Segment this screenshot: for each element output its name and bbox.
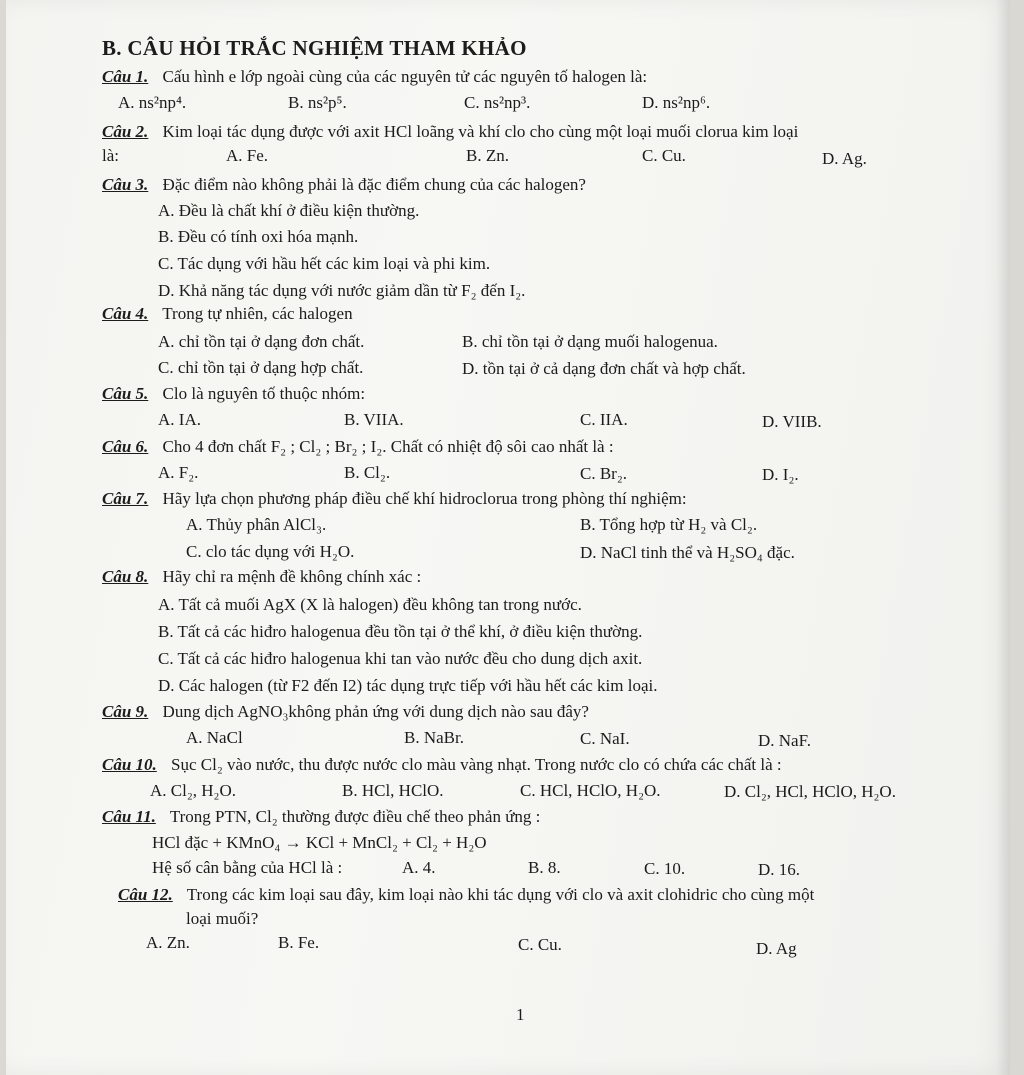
q3-option-b: B. Đều có tính oxi hóa mạnh. (158, 227, 359, 246)
q4-option-c: C. chỉ tồn tại ở dạng hợp chất. (158, 358, 364, 377)
q2-option-a: A. Fe. (226, 146, 269, 165)
question-label: Câu 9. (102, 702, 149, 721)
question-label: Câu 4. (102, 304, 149, 323)
question-text: Kim loại tác dụng được với axit HCl loãng và khí clo cho cùng một loại muối clorua kim loại (162, 122, 799, 141)
q10-option-a: A. Cl₂, H₂O. (150, 781, 236, 800)
question-text: Sục Cl₂ vào nước, thu được nước clo màu vàng nhạt. Trong nước clo có chứa các chất là : (171, 755, 782, 774)
q6-option-b: B. Cl₂. (344, 463, 391, 482)
q2-option-c: C. Cu. (642, 146, 686, 165)
q2-option-d: D. Ag. (822, 149, 867, 168)
question-7 (102, 488, 687, 510)
q9-option-c: C. NaI. (580, 729, 630, 748)
question-label: Câu 1. (102, 67, 149, 86)
q3-option-c: C. Tác dụng với hầu hết các kim loại và phi kim. (158, 254, 491, 273)
q4-option-a: A. chỉ tồn tại ở dạng đơn chất. (158, 332, 365, 351)
q12-option-b: B. Fe. (278, 933, 320, 952)
q3-option-d: D. Khả năng tác dụng với nước giảm dần từ F₂ đến I₂. (158, 281, 526, 300)
question-text: Đặc điểm nào không phải là đặc điểm chung của các halogen? (162, 175, 586, 194)
q11-prompt: Hệ số cân bằng của HCl là : (152, 858, 343, 877)
exam-page (6, 0, 1010, 1075)
q5-option-a: A. IA. (158, 410, 201, 429)
question-label: Câu 12. (118, 885, 173, 904)
question-4 (102, 303, 353, 325)
question-label: Câu 8. (102, 567, 149, 586)
question-3 (102, 174, 586, 196)
q4-option-d: D. tồn tại ở cả dạng đơn chất và hợp chất. (462, 359, 746, 378)
q5-option-d: D. VIIB. (762, 412, 822, 431)
question-text: Trong các kim loại sau đây, kim loại nào khi tác dụng với clo và axit clohidric cho cùng một (186, 885, 815, 904)
q5-option-b: B. VIIA. (344, 410, 404, 429)
q8-option-c: C. Tất cả các hiđro halogenua khi tan vào nước đều cho dung dịch axit. (158, 649, 643, 668)
question-text: Cho 4 đơn chất F₂ ; Cl₂ ; Br₂ ; I₂. Chất có nhiệt độ sôi cao nhất là : (162, 437, 614, 456)
question-text: Cấu hình e lớp ngoài cùng của các nguyên tử các nguyên tố halogen là: (162, 67, 648, 86)
question-8 (102, 566, 421, 588)
question-text: Trong tự nhiên, các halogen (162, 304, 353, 323)
q12-option-c: C. Cu. (518, 935, 562, 954)
question-2 (102, 121, 798, 143)
question-label: Câu 7. (102, 489, 149, 508)
question-text: Trong PTN, Cl₂ thường được điều chế theo phản ứng : (169, 807, 541, 826)
q12-option-d: D. Ag (756, 939, 797, 958)
q4-option-b: B. chỉ tồn tại ở dạng muối halogenua. (462, 332, 718, 351)
q6-option-c: C. Br₂. (580, 464, 628, 483)
q10-option-c: C. HCl, HClO, H₂O. (520, 781, 661, 800)
q3-option-a: A. Đều là chất khí ở điều kiện thường. (158, 201, 420, 220)
page-number: 1 (516, 1005, 525, 1024)
question-text: Hãy lựa chọn phương pháp điều chế khí hidroclorua trong phòng thí nghiệm: (162, 489, 687, 508)
q11-option-a: A. 4. (402, 858, 436, 877)
q11-option-c: C. 10. (644, 859, 686, 878)
q6-option-d: D. I₂. (762, 465, 799, 484)
question-5 (102, 383, 365, 405)
q1-option-d: D. ns²np⁶. (642, 93, 711, 112)
q6-option-a: A. F₂. (158, 463, 199, 482)
q10-option-d: D. Cl₂, HCl, HClO, H₂O. (724, 782, 896, 801)
q2-option-b: B. Zn. (466, 146, 509, 165)
q7-option-d: D. NaCl tinh thể và H₂SO₄ đặc. (580, 543, 795, 562)
section-title: B. CÂU HỎI TRẮC NGHIỆM THAM KHẢO (102, 36, 527, 60)
q12-option-a: A. Zn. (146, 933, 190, 952)
question-1 (102, 66, 647, 88)
question-label: Câu 2. (102, 122, 149, 141)
question-label: Câu 11. (102, 807, 156, 826)
q12-text-continued: loại muối? (186, 909, 259, 928)
question-text: Clo là nguyên tố thuộc nhóm: (162, 384, 366, 403)
question-label: Câu 5. (102, 384, 149, 403)
question-9 (102, 701, 589, 723)
q1-option-a: A. ns²np⁴. (118, 93, 187, 112)
question-10 (102, 754, 782, 776)
q2-text-continued: là: (102, 146, 119, 165)
question-11 (102, 806, 540, 828)
question-label: Câu 3. (102, 175, 149, 194)
question-label: Câu 10. (102, 755, 157, 774)
q7-option-c: C. clo tác dụng với H₂O. (186, 542, 355, 561)
q9-option-b: B. NaBr. (404, 728, 464, 747)
page-edge-shadow (996, 0, 1010, 1075)
q8-option-d: D. Các halogen (từ F2 đến I2) tác dụng trực tiếp với hầu hết các kim loại. (158, 676, 658, 695)
q1-option-c: C. ns²np³. (464, 93, 531, 112)
question-label: Câu 6. (102, 437, 149, 456)
q11-option-b: B. 8. (528, 858, 561, 877)
q5-option-c: C. IIA. (580, 410, 628, 429)
q9-option-a: A. NaCl (186, 728, 243, 747)
question-text: Dung dịch AgNO₃không phản ứng với dung dịch nào sau đây? (162, 702, 589, 721)
q7-option-b: B. Tổng hợp từ H₂ và Cl₂. (580, 515, 758, 534)
q9-option-d: D. NaF. (758, 731, 811, 750)
q1-option-b: B. ns²p⁵. (288, 93, 347, 112)
q8-option-b: B. Tất cả các hiđro halogenua đều tồn tại ở thể khí, ở điều kiện thường. (158, 622, 643, 641)
q8-option-a: A. Tất cả muối AgX (X là halogen) đều không tan trong nước. (158, 595, 582, 614)
q11-equation: HCl đặc + KMnO₄ → KCl + MnCl₂ + Cl₂ + H₂O (152, 833, 487, 852)
q10-option-b: B. HCl, HClO. (342, 781, 444, 800)
q7-option-a: A. Thủy phân AlCl₃. (186, 515, 327, 534)
question-text: Hãy chỉ ra mệnh đề không chính xác : (162, 567, 422, 586)
question-6 (102, 436, 614, 458)
question-12 (118, 884, 814, 906)
q11-option-d: D. 16. (758, 860, 801, 879)
